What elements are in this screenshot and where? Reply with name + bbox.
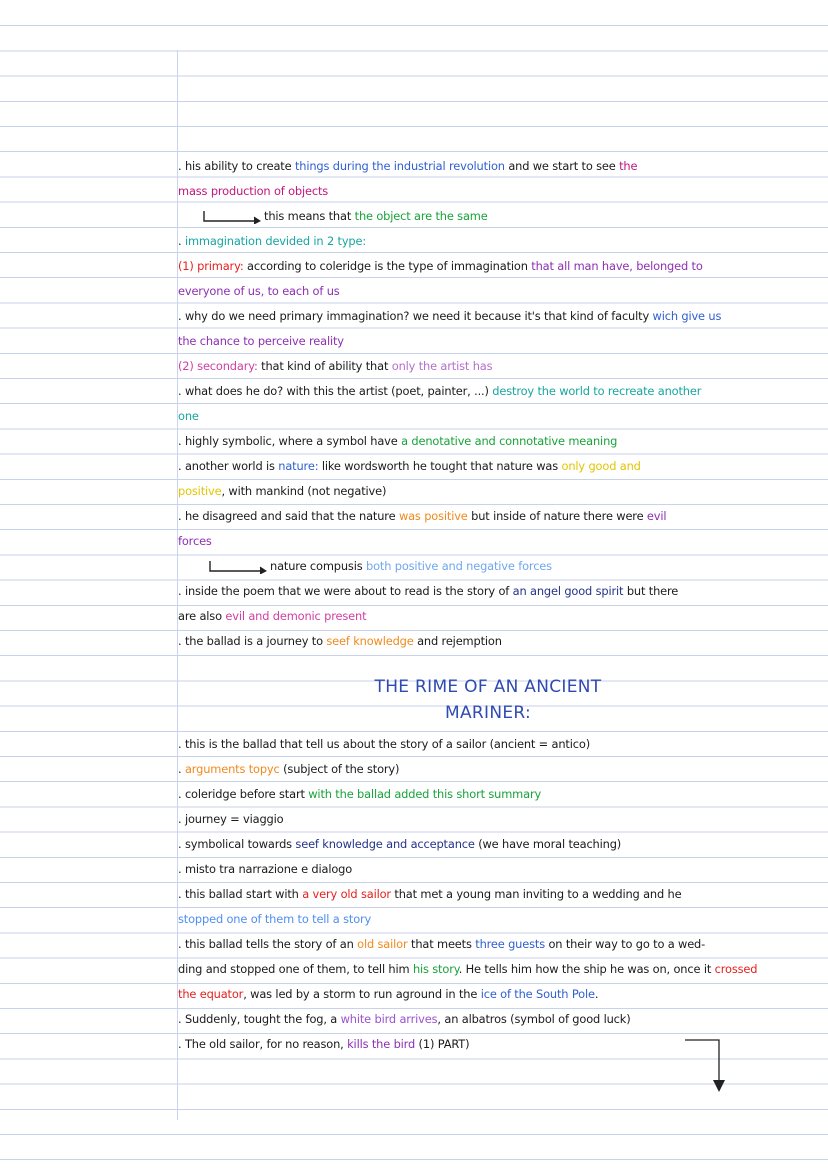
- note-text-segment: . highly symbolic, where a symbol have: [178, 434, 402, 448]
- note-text-segment: crossed: [714, 962, 758, 976]
- note-text-segment: , with mankind (not negative): [221, 484, 387, 498]
- note-text-segment: everyone of us, to each of us: [178, 284, 340, 298]
- note-text-segment: the: [619, 159, 638, 173]
- note-text-segment: the object are the same: [354, 209, 488, 223]
- note-line: [178, 405, 784, 430]
- note-text-segment: ding and stopped one of them, to tell him: [178, 962, 413, 976]
- note-text-segment: on their way to go to a wed-: [545, 937, 706, 951]
- note-text-segment: the chance to perceive reality: [178, 334, 344, 348]
- note-line: [178, 280, 784, 305]
- note-text-segment: . another world is: [178, 459, 279, 473]
- note-text-segment: (1) PART): [415, 1037, 470, 1051]
- note-text-segment: ice of the South Pole: [480, 987, 595, 1001]
- note-text-segment: evil and demonic present: [225, 609, 367, 623]
- arrow-icon: [208, 560, 270, 574]
- note-line-arrow: [178, 555, 784, 580]
- note-text-segment: one: [178, 409, 199, 423]
- note-line: [178, 380, 784, 405]
- note-text-segment: (1) primary:: [178, 259, 248, 273]
- note-text-segment: stopped one of them to tell a story: [178, 912, 372, 926]
- note-text-segment: but inside of nature there were: [467, 509, 647, 523]
- note-text-segment: mass production of objects: [178, 184, 329, 198]
- note-text-segment: this means that: [264, 209, 355, 223]
- note-text-segment: three guests: [475, 937, 545, 951]
- note-line: [178, 808, 784, 833]
- note-text-segment: a denotative and connotative meaning: [401, 434, 618, 448]
- note-text-segment: seef knowledge and acceptance: [295, 837, 475, 851]
- note-line-arrow: [178, 205, 784, 230]
- arrow-icon: [202, 210, 264, 224]
- note-text-segment: . why do we need primary immagination? we need it because it's that kind of faculty: [178, 309, 653, 323]
- note-text-segment: positive: [178, 484, 222, 498]
- note-text-segment: was positive: [398, 509, 468, 523]
- note-text-segment: nature:: [278, 459, 319, 473]
- note-text-segment: with the ballad added this short summary: [308, 787, 542, 801]
- note-line: [178, 983, 784, 1008]
- note-line: [178, 155, 784, 180]
- note-text-segment: arguments topyc: [184, 762, 280, 776]
- note-text-segment: kills the bird: [347, 1037, 416, 1051]
- note-text-segment: seef knowledge: [326, 634, 414, 648]
- note-line: [178, 455, 784, 480]
- note-line: [178, 883, 784, 908]
- note-text-segment: . The old sailor, for no reason,: [178, 1037, 348, 1051]
- note-text-segment: . the ballad is a journey to: [178, 634, 327, 648]
- note-line: [178, 305, 784, 330]
- note-text-segment: white bird arrives: [340, 1012, 438, 1026]
- note-line: [178, 833, 784, 858]
- note-text-segment: . Suddenly, tought the fog, a: [178, 1012, 341, 1026]
- note-line-text: [270, 559, 552, 573]
- ballad-title-line2: MARINER:: [445, 703, 531, 723]
- note-line: [178, 230, 784, 255]
- note-text-segment: nature compusis: [270, 559, 366, 573]
- note-text-segment: that meets: [407, 937, 476, 951]
- note-line-text: [264, 209, 488, 223]
- note-text-segment: the equator: [178, 987, 244, 1001]
- note-text-segment: . He tells him how the ship he was on, once it: [458, 962, 715, 976]
- note-text-segment: destroy the world to recreate another: [492, 384, 702, 398]
- note-line: [178, 505, 784, 530]
- note-text-segment: , an albatros (symbol of good luck): [437, 1012, 631, 1026]
- note-line: [178, 180, 784, 205]
- note-text-segment: . symbolical towards: [178, 837, 296, 851]
- note-text-segment: immagination devided in 2 type:: [184, 234, 367, 248]
- note-line: [178, 330, 784, 355]
- note-line: [178, 958, 784, 983]
- note-text-segment: .: [594, 987, 599, 1001]
- note-line: [178, 783, 784, 808]
- note-text-segment: . this ballad tells the story of an: [178, 937, 358, 951]
- ballad-title: THE RIME OF AN ANCIENT: [374, 677, 602, 697]
- note-text-segment: only good and: [561, 459, 641, 473]
- note-text-segment: things during the industrial revolution: [294, 159, 505, 173]
- note-text-segment: . inside the poem that we were about to read is the story of: [178, 584, 513, 598]
- note-text-segment: . what does he do? with this the artist (poet, painter, ...): [178, 384, 493, 398]
- note-text-segment: .: [178, 762, 185, 776]
- note-text-segment: both positive and negative forces: [365, 559, 552, 573]
- note-line: [178, 908, 784, 933]
- note-line: [178, 530, 784, 555]
- note-line: [178, 480, 784, 505]
- note-text-segment: only the artist has: [391, 359, 493, 373]
- note-text-segment: . coleridge before start: [178, 787, 309, 801]
- note-line: [178, 580, 784, 605]
- note-text-segment: his story: [412, 962, 459, 976]
- note-line: [178, 630, 784, 655]
- note-text-segment: but there: [623, 584, 679, 598]
- note-text-segment: .: [178, 234, 185, 248]
- note-text-segment: forces: [178, 534, 212, 548]
- note-text-segment: wich give us: [652, 309, 722, 323]
- note-text-segment: that all man have, belonged to: [531, 259, 703, 273]
- note-text-segment: that met a young man inviting to a wedding and he: [390, 887, 682, 901]
- note-line: [178, 430, 784, 455]
- note-text-segment: old sailor: [357, 937, 408, 951]
- note-text-segment: that kind of ability that: [261, 359, 392, 373]
- note-text-segment: are also: [178, 609, 226, 623]
- note-line: [178, 733, 784, 758]
- note-line: [178, 605, 784, 630]
- note-text-segment: according to coleridge is the type of immagination: [247, 259, 532, 273]
- note-text-segment: an angel good spirit: [512, 584, 624, 598]
- note-text-segment: like wordsworth he tought that nature was: [318, 459, 562, 473]
- note-text-segment: . this ballad start with: [178, 887, 303, 901]
- note-text-segment: . this is the ballad that tell us about the story of a sailor (ancient = antico): [178, 737, 590, 751]
- note-text-segment: . he disagreed and said that the nature: [178, 509, 399, 523]
- note-text-segment: . his ability to create: [178, 159, 295, 173]
- note-line: [178, 758, 784, 783]
- note-text-segment: . journey = viaggio: [178, 812, 284, 826]
- note-text-segment: . misto tra narrazione e dialogo: [178, 862, 353, 876]
- note-text-segment: evil: [646, 509, 667, 523]
- note-text-segment: (subject of the story): [279, 762, 400, 776]
- note-line: [178, 858, 784, 883]
- note-text-segment: and rejemption: [413, 634, 502, 648]
- note-text-segment: a very old sailor: [302, 887, 391, 901]
- note-text-segment: , was led by a storm to run aground in the: [243, 987, 481, 1001]
- note-text-segment: (2) secondary:: [178, 359, 262, 373]
- note-line: [178, 255, 784, 280]
- note-line: [178, 355, 784, 380]
- down-arrow-icon: [683, 1030, 727, 1100]
- note-text-segment: and we start to see: [504, 159, 620, 173]
- note-text-segment: (we have moral teaching): [474, 837, 622, 851]
- note-line: [178, 933, 784, 958]
